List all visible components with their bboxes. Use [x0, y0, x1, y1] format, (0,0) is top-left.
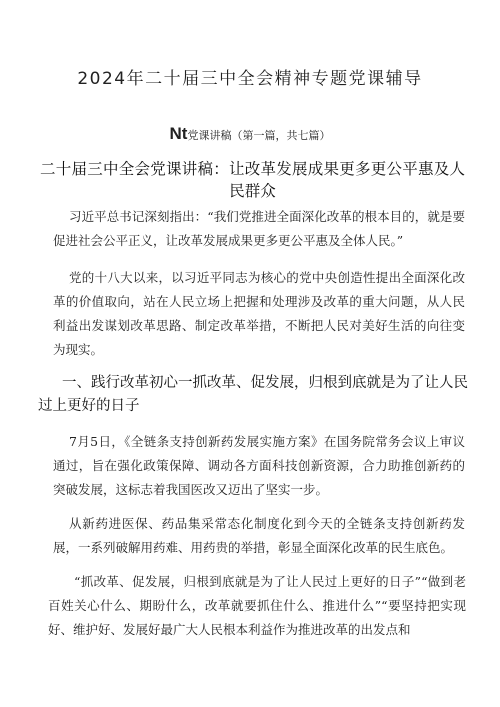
document-title: 2024年二十届三中全会精神专题党课辅导 — [77, 69, 423, 89]
paragraph-intro: 党的十八大以来，以习近平同志为核心的党中央创造性提出全面深化改革的价值取向，站在人民立场上把握和处理涉及改革的重大问题，从人民利益出发谋划改革思路、制定改革举措，不断把人民对美好生活的向往变为现实。 — [53, 270, 465, 357]
section-heading: 一、践行改革初心一抓改革、促发展，归根到底就是为了让人民过上更好的日子 — [38, 375, 468, 414]
subtitle-line — [0, 124, 500, 144]
paragraph-quote: 习近平总书记深刻指出：“我们党推进全面深化改革的根本目的，就是要促进社会公平正义，让改革发展成果更多更公平惠及全体人民。” — [53, 209, 465, 248]
subtitle-note: 党课讲稿（第一篇，共七篇） — [187, 129, 331, 142]
article-title: 二十届三中全会党课讲稿：让改革发展成果更多更公平惠及人民群众 — [40, 160, 465, 200]
paragraph-section-1: 7月5日，《全链条支持创新药发展实施方案》在国务院常务会议上审议通过，旨在强化政策保障、调动各方面科技创新资源，合力助推创新药的突破发展，这标志着我国医改又迈出了坚实一步。 — [53, 434, 465, 497]
subtitle-mark: Nt — [169, 124, 188, 143]
paragraph-section-3: “抓改革、促发展，归根到底就是为了让人民过上更好的日子”“做到老百姓关心什么、期盼什么，改革就要抓住什么、推进什么”“要坚持把实现好、维护好、发展好最广大人民根本利益作为推进改革的出发点和 — [48, 574, 466, 637]
paragraph-section-2: 从新药进医保、药品集采常态化制度化到今天的全链条支持创新药发展，一系列破解用药难、用药贵的举措，彰显全面深化改革的民生底色。 — [53, 516, 465, 555]
